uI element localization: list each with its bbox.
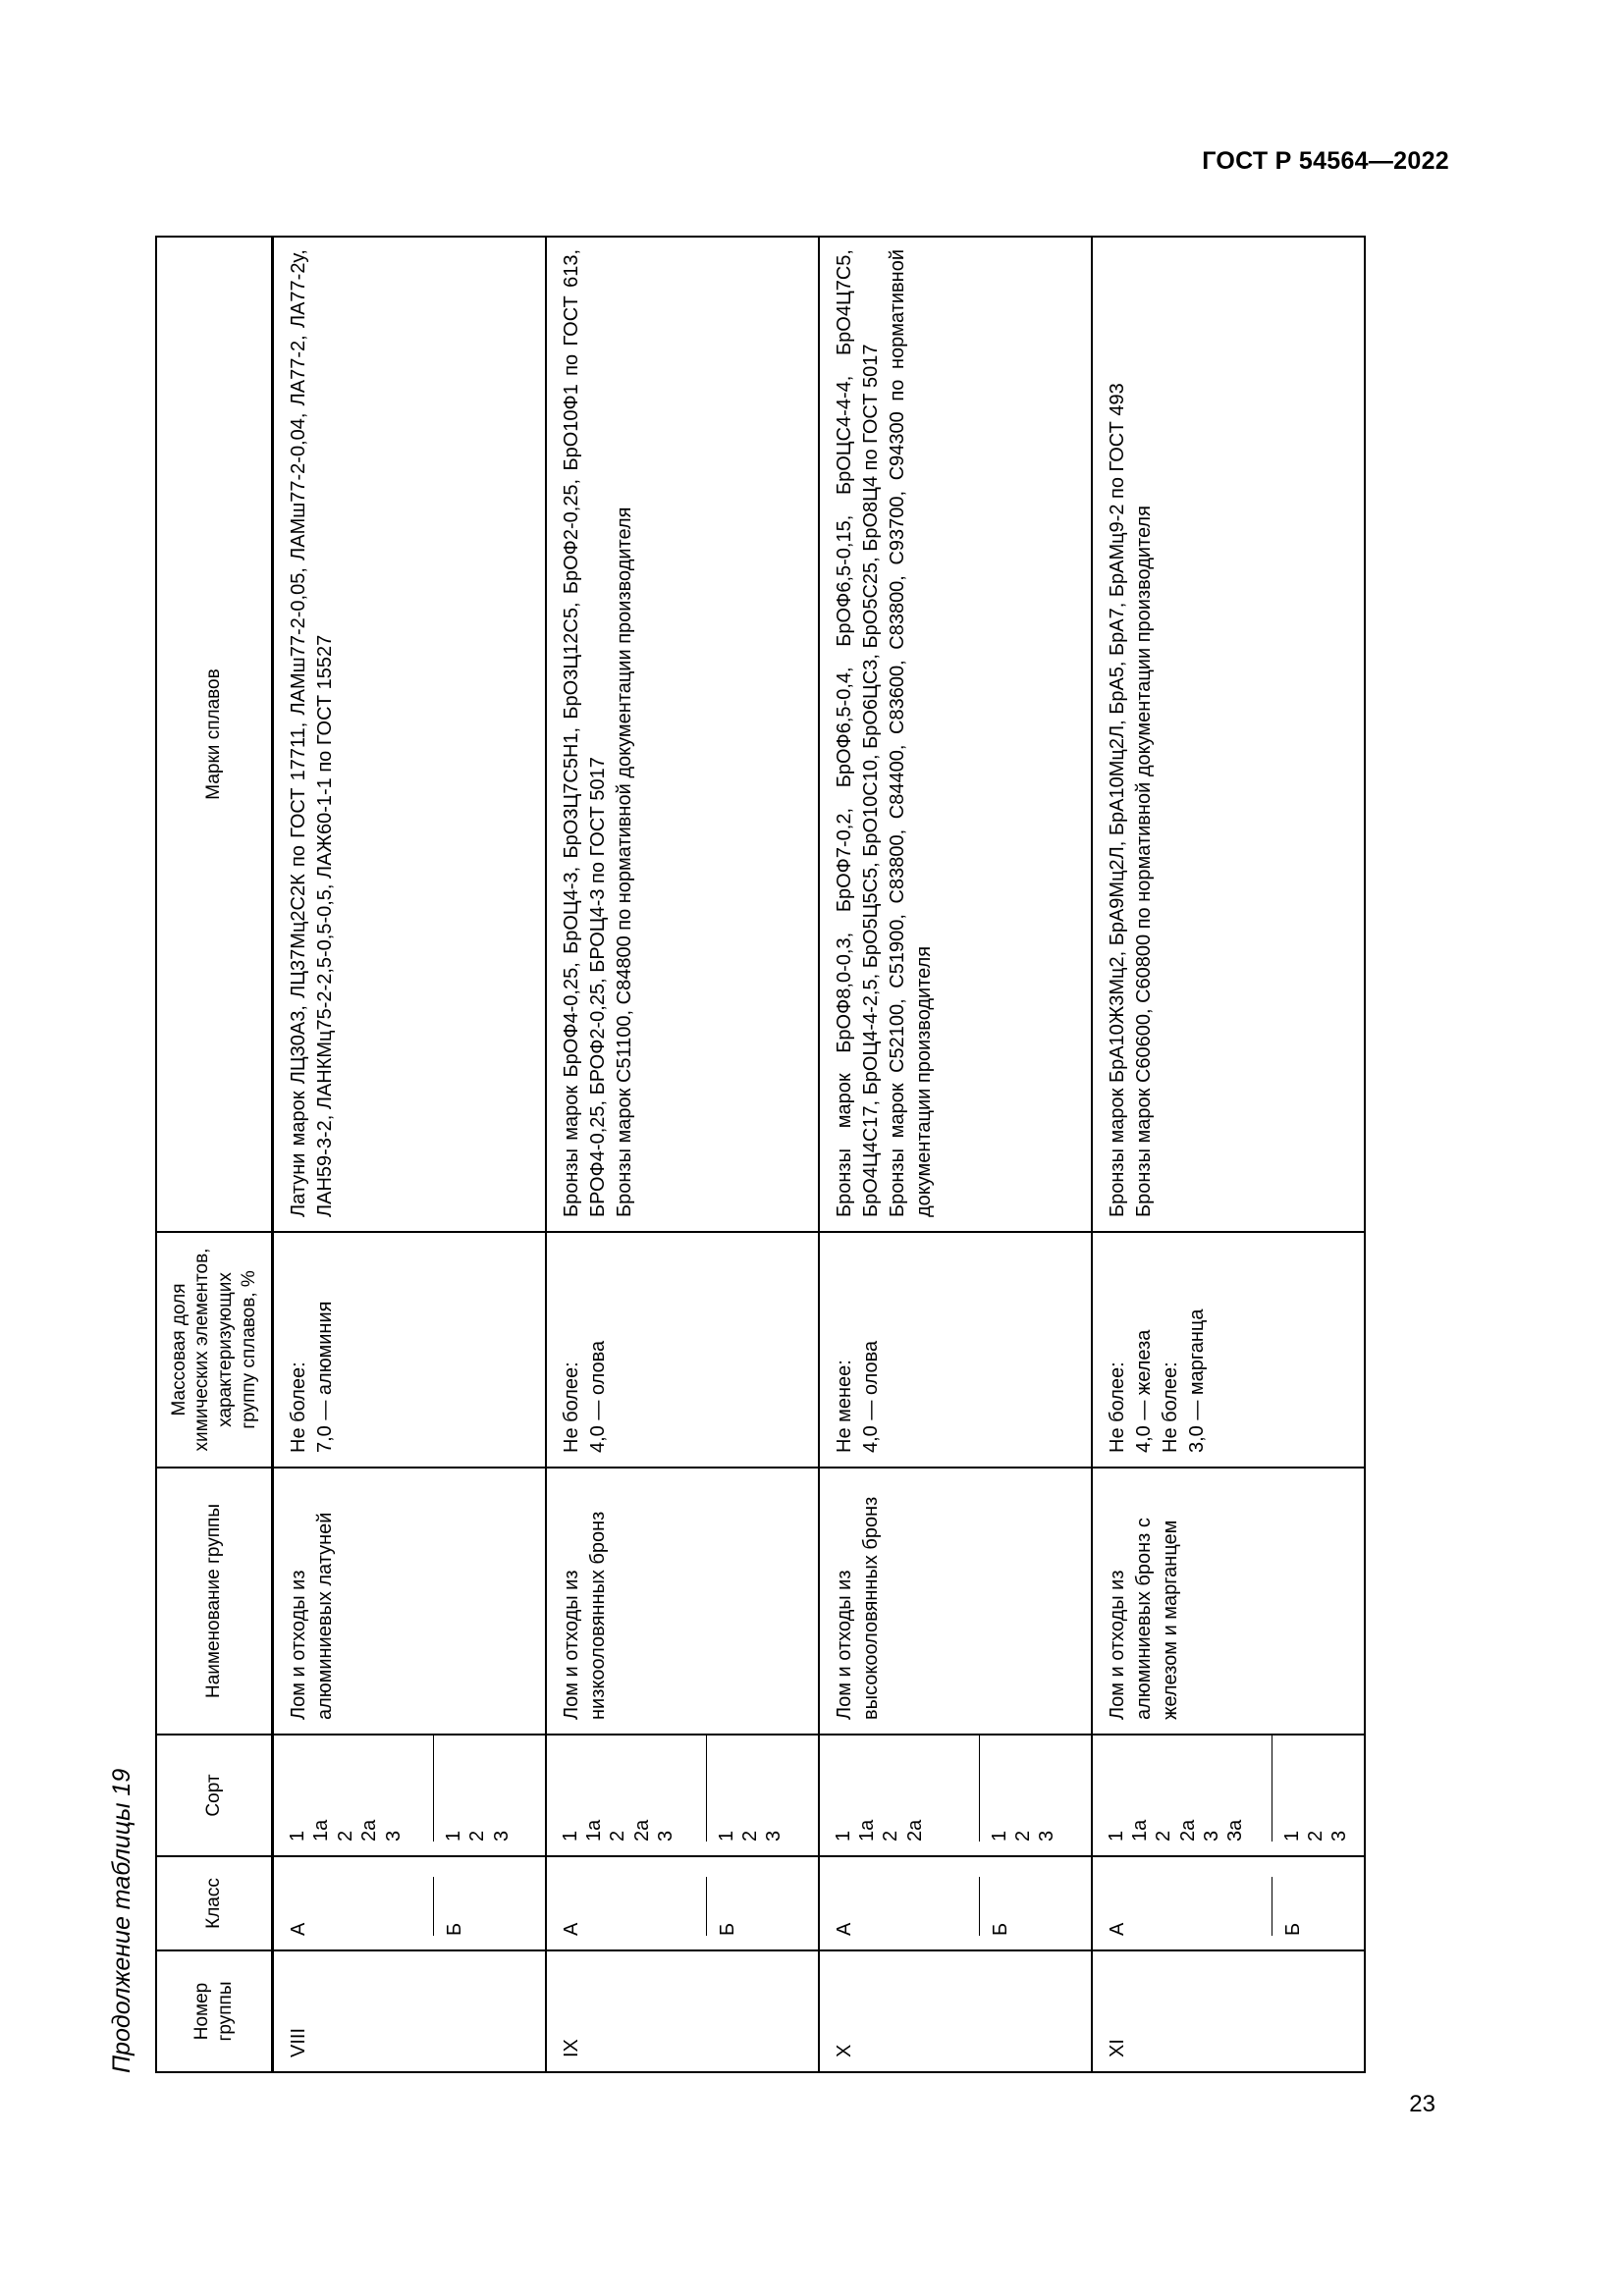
class-cell <box>819 1856 1092 1950</box>
group-number-cell: XI <box>1092 1950 1365 2072</box>
group-number-cell: VIII <box>273 1950 546 2072</box>
header-mass-fraction: Массовая доля химических элементов, характеризующих группу сплавов, % <box>156 1232 273 1468</box>
mass-line: 4,0 — олова <box>859 1340 882 1453</box>
sort-item: 2а <box>1176 1819 1199 1842</box>
sort-item: 1а <box>1128 1819 1151 1842</box>
sort-list-b <box>979 1734 1059 1842</box>
table-row <box>1092 237 1365 2072</box>
header-class: Класс <box>156 1856 273 1950</box>
mass-line: Не более: <box>560 1362 582 1453</box>
sort-item: 3 <box>382 1830 405 1842</box>
sort-item: 2 <box>334 1830 356 1842</box>
sort-list-b <box>706 1734 786 1842</box>
grades-paragraph: Бронзы марок С60600, С60800 по нормативной документации производителя <box>1132 506 1155 1217</box>
class-a-label: А <box>560 1922 582 1936</box>
mass-line: Не более: <box>1159 1362 1181 1453</box>
class-b-label: Б <box>1272 1877 1307 1936</box>
sort-item: 1а <box>310 1819 333 1842</box>
grades-paragraph: Бронзы марок С51100, С84800 по нормативной документации производителя <box>613 507 635 1217</box>
sort-item: 1 <box>287 1830 308 1842</box>
sort-item: 2 <box>1153 1830 1175 1842</box>
alloy-groups-table <box>155 236 1366 2073</box>
table-row <box>546 237 819 2072</box>
rotated-table-area <box>98 238 1363 2073</box>
alloy-grades-cell <box>1092 237 1365 1232</box>
sort-list-a <box>1105 1747 1248 1842</box>
class-a-label: А <box>833 1922 855 1936</box>
group-number-cell: X <box>819 1950 1092 2072</box>
group-name-cell: Лом и отходы из низкооловянных бронз <box>546 1468 819 1735</box>
group-name-cell: Лом и отходы из алюминиевых бронз с железом и марганцем <box>1092 1468 1365 1735</box>
alloy-grades-cell <box>273 237 546 1232</box>
class-b-label: Б <box>706 1877 741 1936</box>
class-cell <box>273 1856 546 1950</box>
grades-paragraph: Бронзы марок С52100, С51900, С83800, С84400, С83600, С83800, С93700, С94300 по нормативной документации производителя <box>886 249 935 1217</box>
sort-list-b <box>1272 1734 1352 1842</box>
mass-line: 7,0 — алюминия <box>314 1301 336 1453</box>
sort-item: 1 <box>715 1830 737 1842</box>
sort-list-a <box>559 1747 678 1842</box>
grades-paragraph: Бронзы марок БрОФ8,0-0,3, БрОФ7-0,2, БрОФ6,5-0,4, БрОФ6,5-0,15, БрОЦС4-4-4, БрО4Ц7С5, БрО4Ц4С17, БрОЦ4-4-2,5, БрО5Ц5С5, БрО10С10, БрО6ЦС3, БрО5С25, БрО8Ц4 по ГОСТ 5017 <box>833 249 882 1217</box>
grades-paragraph: Бронзы марок БрОФ4-0,25, БрОЦ4-3, БрО3Ц7С5Н1, БрО3Ц12С5, БрОФ2-0,25, БрО10Ф1 по ГОСТ 613, БРОФ4-0,25, БРОФ2-0,25, БРОЦ4-3 по ГОСТ 5017 <box>560 249 609 1217</box>
page-number: 23 <box>1409 2091 1435 2117</box>
class-b-label: Б <box>433 1877 468 1936</box>
mass-line: Не более: <box>288 1362 309 1453</box>
sort-item: 1 <box>1105 1830 1127 1842</box>
class-a-label: А <box>288 1922 309 1936</box>
sort-item: 3 <box>1201 1830 1223 1842</box>
sort-cell <box>546 1735 819 1856</box>
sort-item: 2а <box>630 1819 653 1842</box>
sort-item: 2 <box>1011 1830 1034 1842</box>
header-group-number: Номер группы <box>156 1950 273 2072</box>
table-caption: Продолжение таблицы 19 <box>108 1768 135 2073</box>
mass-fraction-cell <box>273 1232 546 1468</box>
table-row <box>819 237 1092 2072</box>
sort-item: 3 <box>490 1830 513 1842</box>
sort-item: 3 <box>763 1830 785 1842</box>
sort-item: 3 <box>655 1830 677 1842</box>
sort-item: 2 <box>738 1830 761 1842</box>
sort-item: 3 <box>1328 1830 1351 1842</box>
group-name-cell: Лом и отходы из высокооловянных бронз <box>819 1468 1092 1735</box>
mass-fraction-cell <box>1092 1232 1365 1468</box>
sort-item: 2 <box>1304 1830 1326 1842</box>
sort-item: 1 <box>832 1830 854 1842</box>
mass-line: 4,0 — олова <box>586 1340 609 1453</box>
header-alloy-grades: Марки сплавов <box>156 237 273 1232</box>
sort-list-a <box>832 1747 928 1842</box>
sort-item: 1а <box>855 1819 878 1842</box>
header-sort: Сорт <box>156 1735 273 1856</box>
group-name-cell: Лом и отходы из алюминиевых латуней <box>273 1468 546 1735</box>
sort-item: 3а <box>1224 1819 1247 1842</box>
sort-item: 2а <box>358 1819 381 1842</box>
table-row <box>273 237 546 2072</box>
sort-item: 1 <box>988 1830 1010 1842</box>
alloy-grades-cell <box>546 237 819 1232</box>
mass-fraction-cell <box>546 1232 819 1468</box>
sort-item: 1 <box>443 1830 464 1842</box>
sort-item: 3 <box>1036 1830 1058 1842</box>
sort-cell <box>273 1735 546 1856</box>
sort-cell <box>1092 1735 1365 1856</box>
sort-item: 2а <box>903 1819 926 1842</box>
grades-paragraph: Латуни марок ЛЦ30А3, ЛЦ37Мц2С2К по ГОСТ 17711, ЛАМш77-2-0,05, ЛАМш77-2-0,04, ЛА77-2, ЛА77-2у, ЛАН59-3-2, ЛАНКМц75-2-2,5-0,5-0,5, ЛАЖ60-1-1 по ГОСТ 15527 <box>288 249 336 1217</box>
header-group-name: Наименование группы <box>156 1468 273 1735</box>
grades-paragraph: Бронзы марок БрА10Ж3Мц2, БрА9Мц2Л, БрА10Мц2Л, БрА5, БрА7, БрАМц9-2 по ГОСТ 493 <box>1106 383 1128 1217</box>
mass-line: Не менее: <box>833 1360 855 1453</box>
sort-list-a <box>286 1747 406 1842</box>
mass-fraction-cell <box>819 1232 1092 1468</box>
standard-header: ГОСТ Р 54564—2022 <box>1202 147 1449 175</box>
class-a-label: А <box>1106 1922 1128 1936</box>
mass-line: 3,0 — марганца <box>1185 1308 1208 1453</box>
class-b-label: Б <box>979 1877 1014 1936</box>
sort-cell <box>819 1735 1092 1856</box>
sort-item: 1 <box>1280 1830 1303 1842</box>
mass-line: Не более: <box>1106 1362 1128 1453</box>
sort-item: 2 <box>880 1830 902 1842</box>
class-cell <box>1092 1856 1365 1950</box>
sort-item: 1 <box>559 1830 581 1842</box>
alloy-grades-cell <box>819 237 1092 1232</box>
sort-list-b <box>433 1734 514 1842</box>
sort-item: 1а <box>582 1819 605 1842</box>
group-number-cell: IX <box>546 1950 819 2072</box>
mass-line: 4,0 — железа <box>1132 1329 1155 1453</box>
class-cell <box>546 1856 819 1950</box>
sort-item: 2 <box>607 1830 629 1842</box>
sort-item: 2 <box>466 1830 489 1842</box>
table-header-row <box>156 237 273 2072</box>
